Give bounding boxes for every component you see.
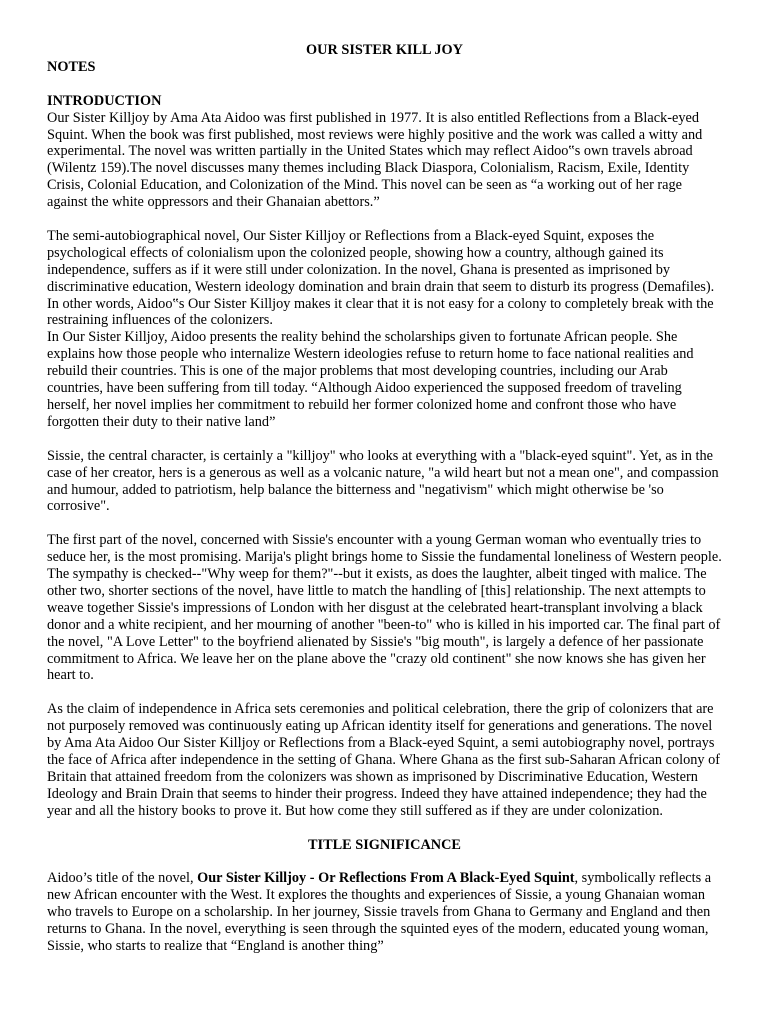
paragraph-4: Sissie, the central character, is certainly a "killjoy" who looks at everything with a "black-eyed squint". Yet, as in the case of her creator, hers is a generous as well as a volcanic nature, "a wild heart but not a mean one", and compassion and humour, added to patriotism, help balance the bitterness and "negativism" which might otherwise be 'so corrosive". — [47, 447, 719, 515]
document-title: OUR SISTER KILL JOY — [306, 42, 463, 58]
paragraph-6: As the claim of independence in Africa sets ceremonies and political celebration, there the grip of colonizers that are not purposely removed was continuously eating up African identity itself for generations and generations. The novel by Ama Ata Aidoo Our Sister Killjoy or Reflections from a Black-eyed Squint, a semi autobiography novel, portrays the face of Africa after independence in the setting of Ghana. Where Ghana as the first sub-Saharan African colony of Britain that attained freedom from the colonizers was shown as imprisoned by Discriminative Education, Western Ideology and Brain Drain that seems to hinder their progress. Indeed they have attained independence; they had the year and all the history books to prove it. But how come they still suffered as if they are under colonization. — [47, 701, 721, 819]
paragraph-5: The first part of the novel, concerned with Sissie's encounter with a young German woman who eventually tries to seduce her, is the most promising. Marija's plight brings home to Sissie the fundamental loneliness of Western people. The sympathy is checked--"Why weep for them?"--but it exists, as does the laughter, albeit tinged with malice. The other two, shorter sections of the novel, have little to match the handling of [this] relationship. The next attempts to weave together Sissie's impressions of London with her disgust at the celebrated heart-transplant involving a black donor and a white recipient, and her mourning of another "been-to" who is killed in his imported car. The final part of the novel, "A Love Letter" to the boyfriend alienated by Sissie's "big mouth", is largely a defence of her passionate commitment to Africa. We leave her on the plane above the "crazy old continent" she now knows she has given her heart to. — [47, 532, 722, 684]
paragraph-1: Our Sister Killjoy by Ama Ata Aidoo was first published in 1977. It is also entitled Reflections from a Black-eyed Squint. When the book was first published, most reviews were highly positive and the work was called a witty and experimental. The novel was written partially in the United States which may reflect Aidoo‟s own travels abroad (Wilentz 159).The novel discusses many themes including Black Diaspora, Colonialism, Racism, Exile, Identity Crisis, Colonial Education, and Colonization of the Mind. This novel can be seen as “a working out of her rage against the white oppressors and their Ghanaian abettors.” — [47, 109, 703, 211]
spacer — [47, 211, 722, 228]
novel-title-bold: Our Sister Killjoy - Or Reflections From A Black-Eyed Squint — [197, 870, 575, 887]
spacer — [47, 515, 722, 532]
paragraph-3: In Our Sister Killjoy, Aidoo presents the reality behind the scholarships given to fortunate African people. She explains how those people who internalize Western ideologies refuse to return home to face national realities and rebuild their countries. This is one of the major problems that most developing countries, including our Arab countries, have been suffering from till today. “Although Aidoo experienced the supposed freedom of traveling herself, her novel implies her commitment to rebuild her former colonized home and confront those who have forgotten their duty to their native land” — [47, 329, 694, 430]
paragraph-2: The semi-autobiographical novel, Our Sister Killjoy or Reflections from a Black-eyed Squint, exposes the psychological effects of colonialism upon the colonized people, showing how a country, although gained its independence, suffers as if it were still under colonization. In the novel, Ghana is presented as imprisoned by discriminative education, Western ideology domination and brain drain that seem to disturb its progress (Demafiles). In other words, Aidoo‟s Our Sister Killjoy makes it clear that it is not easy for a colony to completely break with the restraining influences of the colonizers. — [47, 227, 715, 329]
title-sig-intro: Aidoo’s title of the novel, — [47, 870, 198, 887]
spacer — [47, 853, 722, 870]
title-sig-rest: , symbolically reflects a new African encounter with the West. It explores the thoughts and experiences of Sissie, a young Ghanaian woman who travels to Europe on a scholarship. In her journey, Sissie travels from Ghana to Germany and England and then returns to Ghana. In the novel, everything is seen through the squinted eyes of the modern, educated young woman, Sissie, who starts to realize that “England is another thing” — [47, 870, 712, 954]
notes-label: NOTES — [47, 58, 96, 75]
spacer — [47, 684, 722, 701]
spacer — [47, 431, 722, 448]
spacer — [47, 820, 722, 837]
title-significance-heading: TITLE SIGNIFICANCE — [308, 836, 461, 853]
spacer — [47, 76, 722, 93]
introduction-heading: INTRODUCTION — [47, 92, 162, 109]
title-significance-paragraph — [47, 870, 722, 955]
